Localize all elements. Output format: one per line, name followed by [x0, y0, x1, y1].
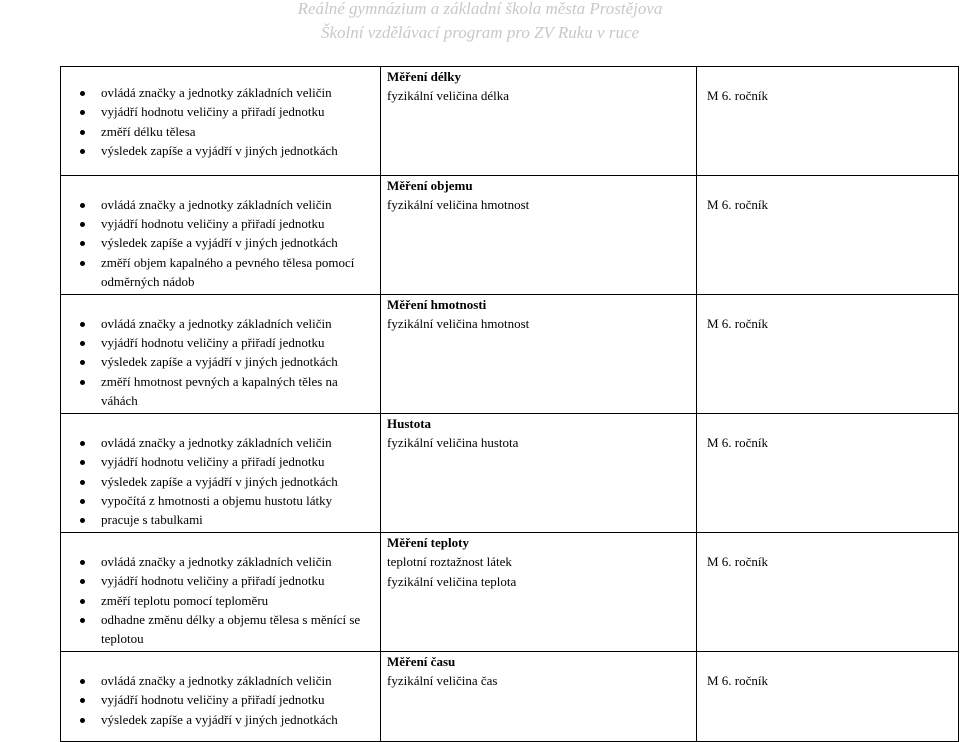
list-item: vypočítá z hmotnosti a objemu hustotu látky [61, 491, 366, 510]
list-item: ovládá značky a jednotky základních veličin [61, 552, 366, 571]
outcomes-cell [61, 67, 381, 176]
page-header [0, 0, 960, 45]
grade-cell [697, 413, 959, 532]
list-item: výsledek zapíše a vyjádří v jiných jednotkách [61, 141, 366, 160]
topic-line: fyzikální veličina čas [387, 673, 498, 689]
table-row [61, 175, 959, 294]
program-name: Školní vzdělávací program pro ZV Ruku v ruce [320, 23, 640, 42]
list-item: výsledek zapíše a vyjádří v jiných jednotkách [61, 710, 366, 729]
outcomes-cell [61, 651, 381, 741]
grade-cell [697, 651, 959, 741]
list-item: výsledek zapíše a vyjádří v jiných jednotkách [61, 233, 366, 252]
grade-label: M 6. ročník [707, 197, 769, 213]
list-item: vyjádří hodnotu veličiny a přiřadí jednotku [61, 102, 366, 121]
outcomes-cell [61, 294, 381, 413]
outcomes-list [61, 83, 380, 161]
list-item: ovládá značky a jednotky základních veličin [61, 83, 366, 102]
list-item: odhadne změnu délky a objemu tělesa s měnící se teplotou [61, 610, 366, 649]
list-item: vyjádří hodnotu veličiny a přiřadí jednotku [61, 571, 366, 590]
grade-cell [697, 175, 959, 294]
topic-cell [381, 175, 697, 294]
list-item: vyjádří hodnotu veličiny a přiřadí jednotku [61, 452, 366, 471]
grade-cell [697, 67, 959, 176]
outcomes-list [61, 433, 380, 530]
curriculum-table [60, 66, 959, 742]
grade-cell [697, 294, 959, 413]
table-row [61, 651, 959, 741]
topic-line: fyzikální veličina hmotnost [387, 316, 530, 332]
table-row [61, 67, 959, 176]
topic-line: fyzikální veličina hmotnost [387, 197, 530, 213]
list-item: ovládá značky a jednotky základních veličin [61, 433, 366, 452]
list-item: ovládá značky a jednotky základních veličin [61, 314, 366, 333]
topic-cell [381, 67, 697, 176]
topic-title: Měření hmotnosti [387, 296, 487, 312]
list-item: pracuje s tabulkami [61, 510, 366, 529]
outcomes-cell [61, 532, 381, 651]
table-row [61, 294, 959, 413]
topic-title: Měření teploty [387, 534, 469, 550]
table-row [61, 532, 959, 651]
topic-cell [381, 532, 697, 651]
grade-cell [697, 532, 959, 651]
grade-label: M 6. ročník [707, 673, 769, 689]
list-item: vyjádří hodnotu veličiny a přiřadí jednotku [61, 214, 366, 233]
topic-cell [381, 651, 697, 741]
grade-label: M 6. ročník [707, 435, 769, 451]
list-item: ovládá značky a jednotky základních veličin [61, 671, 366, 690]
topic-title: Měření času [387, 653, 456, 669]
list-item: vyjádří hodnotu veličiny a přiřadí jednotku [61, 690, 366, 709]
topic-title: Měření objemu [387, 177, 473, 193]
table-row [61, 413, 959, 532]
outcomes-cell [61, 175, 381, 294]
topic-line: teplotní roztažnost látek [387, 554, 512, 570]
grade-label: M 6. ročník [707, 88, 769, 104]
list-item: ovládá značky a jednotky základních veličin [61, 195, 366, 214]
outcomes-list [61, 671, 380, 729]
outcomes-list [61, 552, 380, 649]
list-item: výsledek zapíše a vyjádří v jiných jednotkách [61, 472, 366, 491]
grade-label: M 6. ročník [707, 554, 769, 570]
list-item: změří objem kapalného a pevného tělesa pomocí odměrných nádob [61, 253, 366, 292]
topic-cell [381, 413, 697, 532]
list-item: změří hmotnost pevných a kapalných těles na váhách [61, 372, 366, 411]
outcomes-list [61, 195, 380, 292]
list-item: změří teplotu pomocí teploměru [61, 591, 366, 610]
list-item: změří délku tělesa [61, 122, 366, 141]
topic-line: fyzikální veličina délka [387, 88, 510, 104]
grade-label: M 6. ročník [707, 316, 769, 332]
topic-line: fyzikální veličina hustota [387, 435, 519, 451]
school-name: Reálné gymnázium a základní škola města Prostějova [297, 0, 663, 18]
topic-title: Měření délky [387, 69, 462, 84]
topic-title: Hustota [387, 415, 432, 431]
list-item: výsledek zapíše a vyjádří v jiných jednotkách [61, 352, 366, 371]
outcomes-list [61, 314, 380, 411]
list-item: vyjádří hodnotu veličiny a přiřadí jednotku [61, 333, 366, 352]
topic-line: fyzikální veličina teplota [387, 573, 517, 589]
topic-cell [381, 294, 697, 413]
outcomes-cell [61, 413, 381, 532]
